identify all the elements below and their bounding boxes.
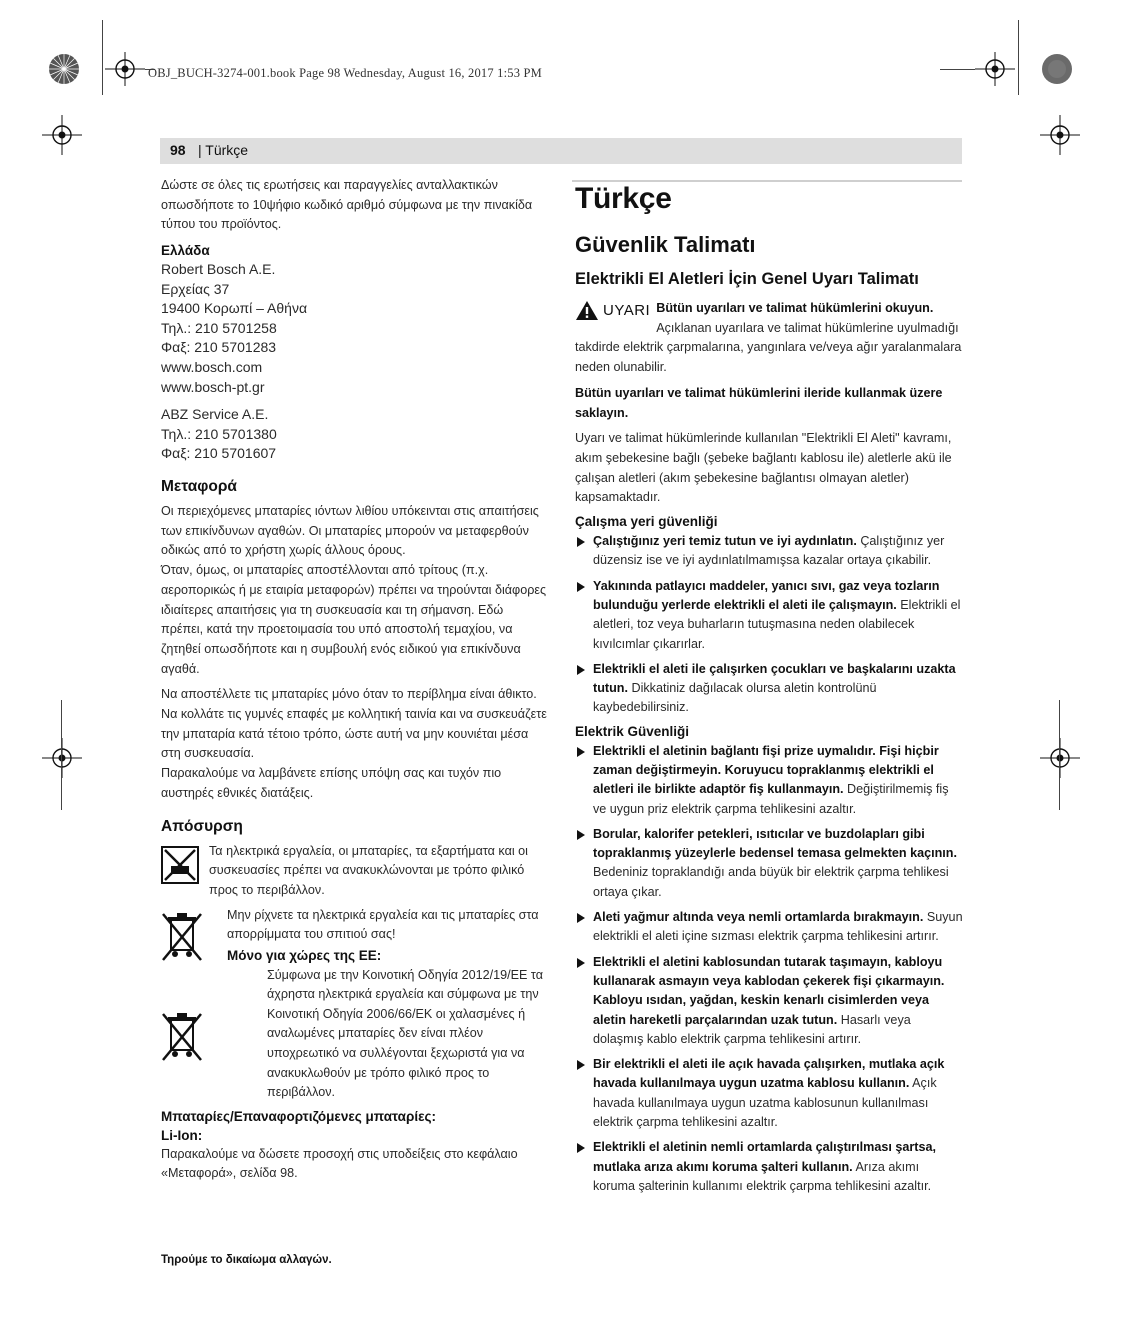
warning-bold-text: Bütün uyarıları ve talimat hükümlerini okuyun. <box>656 301 934 315</box>
bullet-text: Elektrikli el aletleri, toz veya buharların tutuşmasına neden olabilecek kıvılcımlar çıkarırlar. <box>593 597 961 651</box>
page-language-label: Türkçe <box>205 142 249 158</box>
eu-heading: Μόνο για χώρες της ΕΕ: <box>227 947 382 963</box>
address-line: ABZ Service A.E. <box>161 406 269 423</box>
list-item <box>575 1138 963 1196</box>
bullet-text: Açık havada kullanılmaya uygun uzatma kablosunun kullanılması elektrik çarpma tehlikesini azaltır. <box>593 1076 937 1130</box>
footer-note: Τηρούμε το δικαίωμα αλλαγών. <box>161 1254 332 1266</box>
crop-line <box>102 20 103 95</box>
crosshair-icon <box>1040 115 1080 155</box>
list-item <box>575 908 963 947</box>
crosshair-icon <box>42 738 82 778</box>
crosshair-icon <box>42 115 82 155</box>
recycle-symbol-icon <box>161 846 199 884</box>
bullet-text: Suyun elektrikli el aleti içine sızması elektrik çarpma tehlikesini artırır. <box>593 910 963 944</box>
disposal-bin-row <box>161 906 547 966</box>
general-warning-heading: Elektrikli El Aletleri İçin Genel Uyarı Talimatı <box>575 270 919 288</box>
address-line: Φαξ: 210 5701607 <box>161 445 277 462</box>
liion-paragraph: Παρακαλούμε να δώσετε προσοχή στις υποδείξεις στο κεφάλαιο «Μεταφορά», σελίδα 98. <box>161 1146 518 1181</box>
warning-block <box>575 299 963 378</box>
transport-paragraph: Να αποστέλλετε τις μπαταρίες μόνο όταν το περίβλημα είναι άθικτο. Να κολλάτε τις γυμνές επαφές με κολλητική ταινία και να συσκευάζετε την μπαταρία κατά τέτοιο τρόπο, ώστε αυτή να μην κουνιέται μέσα στη συσκευασία. <box>161 687 547 761</box>
bullet-text: Bedeniniz topraklandığı anda büyük bir elektrik çarpma tehlikesi ortaya çıkar. <box>593 865 949 899</box>
warning-badge <box>575 299 650 321</box>
keep-instructions: Bütün uyarıları ve talimat hükümlerini ileride kullanmak üzere saklayın. <box>575 385 943 420</box>
safety-heading: Güvenlik Talimatı <box>575 232 756 257</box>
list-item <box>575 953 963 1049</box>
intro-paragraph: Δώστε σε όλες τις ερωτήσεις και παραγγελίες ανταλλακτικών οπωσδήποτε το 10ψήφιο κωδικό αριθμό σύμφωνα με την πινακίδα τύπου του προϊόντος. <box>161 178 533 232</box>
address-line: Ερχείας 37 <box>161 280 230 297</box>
language-title: Türkçe <box>575 182 672 215</box>
bullet-bold: Elektrikli el aletinin bağlantı fişi prize uymalıdır. Fişi hiçbir zaman değiştirmeyin. Koruyucu topraklanmış elektrikli el aletleri ile birlikte adaptör fiş kullanmayın. <box>593 743 939 797</box>
list-item <box>575 742 963 819</box>
batteries-heading: Μπαταρίες/Επαναφορτιζόμενες μπαταρίες: <box>161 1108 437 1124</box>
crop-line <box>940 69 975 70</box>
list-item <box>575 532 963 571</box>
disposal-paragraph: Τα ηλεκτρικά εργαλεία, οι μπαταρίες, τα εξαρτήματα και οι συσκευασίες πρέπει να ανακυκλώνονται με τρόπο φιλικό προς το περιβάλλον. <box>209 843 528 897</box>
disposal-paragraph: Σύμφωνα με την Κοινοτική Οδηγία 2012/19/ΕΕ τα άχρηστα ηλεκτρικά εργαλεία και σύμφωνα με την Κοινοτική Οδηγία 2006/66/ΕΚ οι χαλασμένες ή αναλωμένες μπαταρίες δεν είναι πλέον υποχρεωτικό να συλλέγονται ξεχωριστά για να ανακυκλωθούν με τρόπο φιλικό προς το περιβάλλον. <box>267 967 543 1100</box>
page-number: 98 <box>170 142 186 158</box>
address-line: Φαξ: 210 5701283 <box>161 339 277 356</box>
crop-line <box>61 700 62 810</box>
address-block-2 <box>161 405 547 464</box>
crossed-bin-icon <box>161 910 203 962</box>
bullet-bold: Borular, kalorifer petekleri, ısıtıcılar ve buzdolapları gibi topraklanmış yüzeylerle bedensel temasa gelmekten kaçının. <box>593 826 957 861</box>
concept-paragraph: Uyarı ve talimat hükümlerinde kullanılan "Elektrikli El Aleti" kavramı, akım şebekesine bağlı (şebeke bağlantı kablosu ile) aletlerle akü ile çalışan aletleri (akım şebekesine bağlantısı olmayan aletler) kapsamaktadır. <box>575 431 952 505</box>
disposal-recycle-row <box>161 842 547 904</box>
bullet-bold: Elektrikli el aletini kablosundan tutarak taşımayın, kabloyu kullanarak asmayın veya kablodan çekerek fişi çıkarmayın. Kabloyu ısıdan, yağdan, keskin kenarlı cisimlerden veya aletin hareketli parçalarından uzak tutun. <box>593 954 945 1027</box>
left-column <box>161 176 547 1190</box>
address-line: Τηλ.: 210 5701380 <box>161 425 277 442</box>
address-line: 19400 Κορωπί – Αθήνα <box>161 300 308 317</box>
transport-paragraph: Παρακαλούμε να λαμβάνετε επίσης υπόψη σας και τυχόν πιο αυστηρές εθνικές διατάξεις. <box>161 766 502 800</box>
list-item <box>575 660 963 718</box>
disposal-heading: Απόσυρση <box>161 817 243 835</box>
page-header-bar <box>160 138 962 164</box>
crosshair-icon <box>1040 738 1080 778</box>
bullet-bold: Elektrikli el aletinin nemli ortamlarda çalıştırılması şartsa, mutlaka arıza akımı koruma şalteri kullanın. <box>593 1140 936 1174</box>
warning-triangle-icon <box>575 300 599 321</box>
page-separator: | <box>198 142 206 158</box>
bullet-text: Dikkatiniz dağılacak olursa aletin kontrolünü kaybedebilirsiniz. <box>593 681 877 715</box>
crossed-bin-icon <box>161 1010 203 1062</box>
print-header: OBJ_BUCH-3274-001.book Page 98 Wednesday, August 16, 2017 1:53 PM <box>148 66 542 80</box>
disposal-eu-row <box>161 966 547 1103</box>
list-item <box>575 1055 963 1132</box>
crop-line <box>1018 20 1019 95</box>
crosshair-icon <box>975 52 1015 86</box>
bullet-text: Çalıştığınız yer düzensiz ise ve iyi aydınlatılmamışsa kazalar ortaya çıkabilir. <box>593 534 945 568</box>
workplace-heading: Çalışma yeri güvenliği <box>575 514 718 530</box>
transport-paragraph: Οι περιεχόμενες μπαταρίες ιόντων λιθίου υπόκεινται στις απαιτήσεις των επικίνδυνων αγαθών. Οι μπαταρίες μπορούν να μεταφερθούν οδικώς από το χρήστη χωρίς άλλους όρους. <box>161 504 539 558</box>
bullet-bold: Yakınında patlayıcı maddeler, yanıcı sıvı, gaz veya tozların bulunduğu yerlerde elektrikli el aleti ile çalışmayın. <box>593 578 940 612</box>
transport-paragraph: Όταν, όμως, οι μπαταρίες αποστέλλονται από τρίτους (π.χ. αεροπορικώς ή με εταιρία μεταφορών) πρέπει να τηρούνται διάφορες ιδιαίτερες απαιτήσεις για τη συσκευασία και τη σήμανση. Εδώ πρέπει, κατά την προετοιμασία του υπό αποστολή τεμαχίου, να ζητηθεί οπωσδήποτε και η συμβουλή ενός ειδικού για επικίνδυνα αγαθά. <box>161 563 547 676</box>
registration-mark-icon <box>47 52 81 86</box>
page-language <box>198 142 248 158</box>
list-item <box>575 577 963 654</box>
bullet-bold: Aleti yağmur altında veya nemli ortamlarda bırakmayın. <box>593 910 924 925</box>
liion-heading: Li-Ion: <box>161 1127 203 1143</box>
bullet-text: Değiştirilmemiş fiş ve uygun priz elektrik çarpma tehlikesini azaltır. <box>593 782 949 816</box>
address-line: Robert Bosch A.E. <box>161 261 276 278</box>
website-link[interactable]: www.bosch.com <box>161 359 263 376</box>
registration-mark-icon <box>1040 52 1074 86</box>
right-column <box>575 182 963 1202</box>
bullet-text: Hasarlı veya dolaşmış kablo elektrik çarpma tehlikesini artırır. <box>593 1012 911 1046</box>
crop-line <box>1059 700 1060 810</box>
bullet-bold: Elektrikli el aleti ile çalışırken çocukları ve başkalarını uzakta tutun. <box>593 661 956 696</box>
list-item <box>575 825 963 902</box>
website-link[interactable]: www.bosch-pt.gr <box>161 378 265 395</box>
address-block-1 <box>161 260 547 397</box>
transport-heading: Μεταφορά <box>161 478 237 496</box>
warning-text: Açıklanan uyarılara ve talimat hükümlerine uyulmadığı takdirde elektrik çarpmalarına, yangınlara ve/veya ağır yaralanmalara neden olunabilir. <box>575 320 962 375</box>
country-heading: Ελλάδα <box>161 243 210 259</box>
warning-label: UYARI <box>603 301 651 319</box>
bullet-bold: Bir elektrikli el aleti ile açık havada çalışırken, mutlaka açık havada kullanılmaya uygun uzatma kablosu kullanın. <box>593 1057 945 1091</box>
bullet-bold: Çalıştığınız yeri temiz tutun ve iyi aydınlatın. <box>593 534 857 549</box>
crosshair-icon <box>105 52 145 86</box>
address-line: Τηλ.: 210 5701258 <box>161 319 277 336</box>
bullet-text: Arıza akımı koruma şalterinin kullanımı elektrik çarpma tehlikesini azaltır. <box>593 1159 932 1193</box>
disposal-paragraph: Μην ρίχνετε τα ηλεκτρικά εργαλεία και τις μπαταρίες στα απορρίμματα του σπιτιού σας! <box>227 907 539 942</box>
electric-heading: Elektrik Güvenliği <box>575 723 690 739</box>
